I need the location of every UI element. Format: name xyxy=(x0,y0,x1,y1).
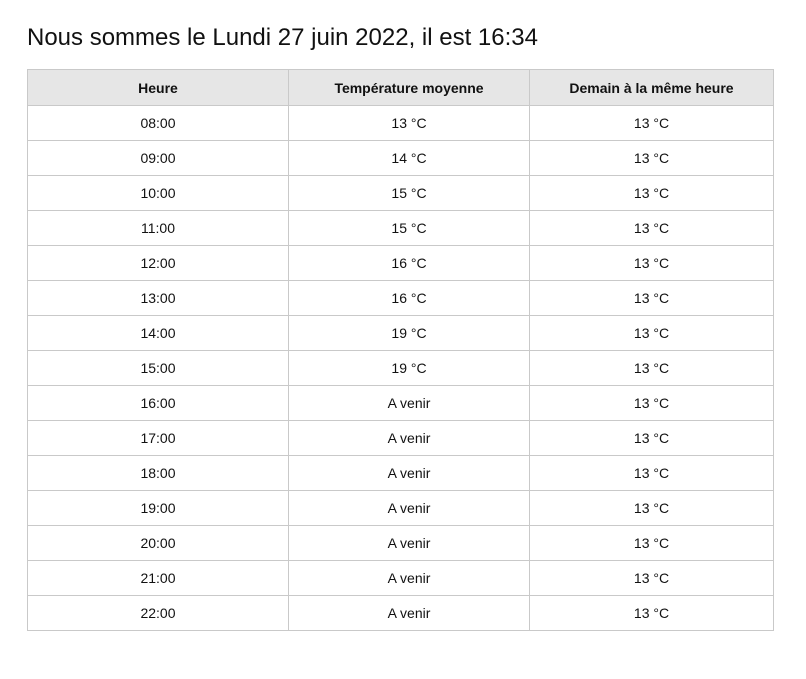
table-row xyxy=(28,596,774,631)
cell-tomorrow-temperature: 13 °C xyxy=(530,176,774,211)
cell-tomorrow-temperature: 13 °C xyxy=(530,526,774,561)
cell-average-temperature: A venir xyxy=(289,386,530,421)
temperature-table xyxy=(27,69,774,631)
header-hour: Heure xyxy=(28,70,289,106)
cell-tomorrow-temperature: 13 °C xyxy=(530,421,774,456)
table-row xyxy=(28,456,774,491)
cell-tomorrow-temperature: 13 °C xyxy=(530,596,774,631)
cell-hour: 22:00 xyxy=(28,596,289,631)
table-row xyxy=(28,281,774,316)
table-row xyxy=(28,141,774,176)
table-row xyxy=(28,421,774,456)
table-row xyxy=(28,491,774,526)
cell-hour: 15:00 xyxy=(28,351,289,386)
cell-hour: 18:00 xyxy=(28,456,289,491)
cell-average-temperature: 19 °C xyxy=(289,316,530,351)
cell-hour: 19:00 xyxy=(28,491,289,526)
cell-tomorrow-temperature: 13 °C xyxy=(530,386,774,421)
cell-tomorrow-temperature: 13 °C xyxy=(530,211,774,246)
table-row xyxy=(28,211,774,246)
table-row xyxy=(28,246,774,281)
cell-hour: 12:00 xyxy=(28,246,289,281)
table-row xyxy=(28,561,774,596)
cell-average-temperature: 19 °C xyxy=(289,351,530,386)
cell-tomorrow-temperature: 13 °C xyxy=(530,316,774,351)
table-body xyxy=(28,106,774,631)
cell-tomorrow-temperature: 13 °C xyxy=(530,281,774,316)
page-title: Nous sommes le Lundi 27 juin 2022, il est 16:34 xyxy=(27,24,538,51)
cell-tomorrow-temperature: 13 °C xyxy=(530,106,774,141)
header-tomorrow-same-hour: Demain à la même heure xyxy=(530,70,774,106)
cell-tomorrow-temperature: 13 °C xyxy=(530,246,774,281)
cell-hour: 17:00 xyxy=(28,421,289,456)
table-row xyxy=(28,386,774,421)
cell-tomorrow-temperature: 13 °C xyxy=(530,351,774,386)
table-row xyxy=(28,526,774,561)
cell-hour: 11:00 xyxy=(28,211,289,246)
table-row xyxy=(28,351,774,386)
cell-average-temperature: 16 °C xyxy=(289,246,530,281)
cell-hour: 13:00 xyxy=(28,281,289,316)
cell-hour: 10:00 xyxy=(28,176,289,211)
cell-average-temperature: 16 °C xyxy=(289,281,530,316)
cell-hour: 16:00 xyxy=(28,386,289,421)
table-row xyxy=(28,316,774,351)
cell-average-temperature: 14 °C xyxy=(289,141,530,176)
table-row xyxy=(28,106,774,141)
cell-hour: 09:00 xyxy=(28,141,289,176)
cell-tomorrow-temperature: 13 °C xyxy=(530,141,774,176)
cell-average-temperature: A venir xyxy=(289,596,530,631)
cell-average-temperature: A venir xyxy=(289,526,530,561)
cell-tomorrow-temperature: 13 °C xyxy=(530,561,774,596)
cell-hour: 14:00 xyxy=(28,316,289,351)
cell-average-temperature: 13 °C xyxy=(289,106,530,141)
table-row xyxy=(28,176,774,211)
table-header-row xyxy=(28,70,774,106)
cell-hour: 20:00 xyxy=(28,526,289,561)
cell-tomorrow-temperature: 13 °C xyxy=(530,456,774,491)
cell-average-temperature: A venir xyxy=(289,456,530,491)
cell-average-temperature: A venir xyxy=(289,421,530,456)
cell-hour: 21:00 xyxy=(28,561,289,596)
cell-average-temperature: A venir xyxy=(289,561,530,596)
cell-tomorrow-temperature: 13 °C xyxy=(530,491,774,526)
cell-average-temperature: 15 °C xyxy=(289,211,530,246)
cell-average-temperature: 15 °C xyxy=(289,176,530,211)
cell-hour: 08:00 xyxy=(28,106,289,141)
header-average-temperature: Température moyenne xyxy=(289,70,530,106)
cell-average-temperature: A venir xyxy=(289,491,530,526)
